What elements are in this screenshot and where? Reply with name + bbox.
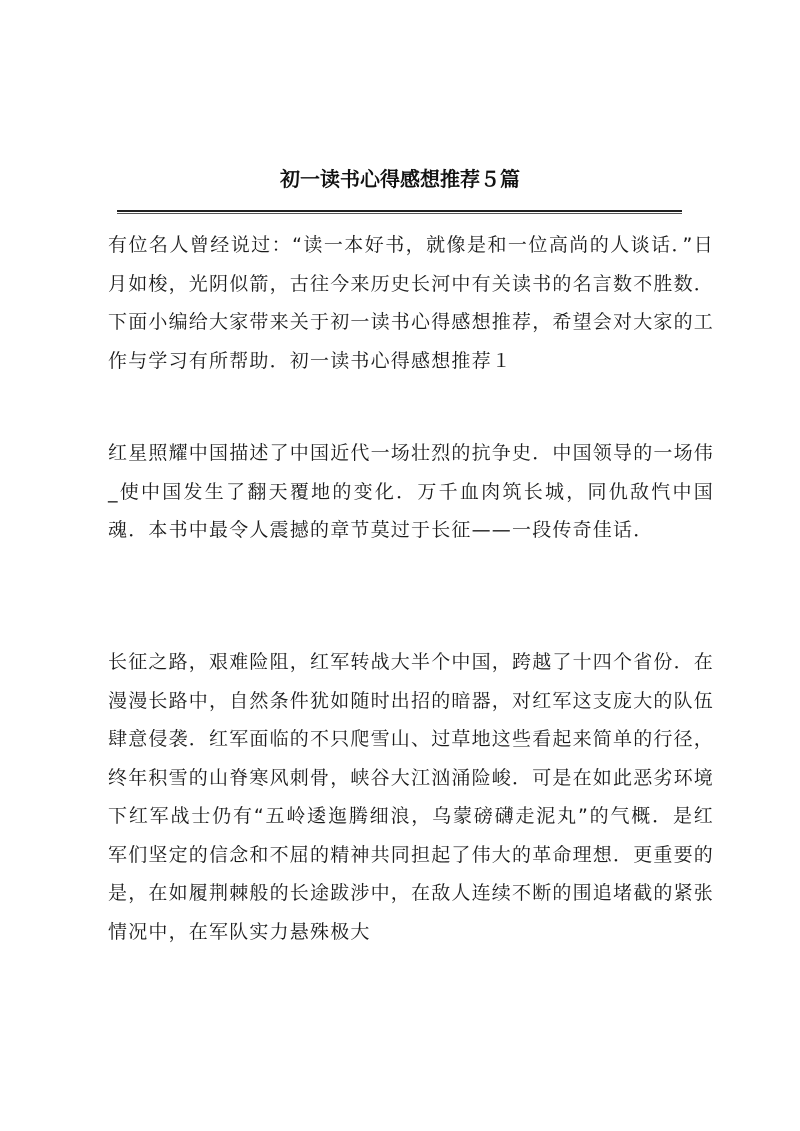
title-divider	[117, 210, 682, 214]
paragraph-intro: 有位名人曾经说过：“读一本好书，就像是和一位高尚的人谈话．”日月如梭，光阴似箭，古往今来历史长河中有关读书的名言数不胜数．下面小编给大家带来关于初一读书心得感想推荐，希望会对大家的工作与学习有所帮助．初一读书心得感想推荐１	[108, 234, 715, 372]
paragraph-long-march: 长征之路，艰难险阻，红军转战大半个中国，跨越了十四个省份．在漫漫长路中，自然条件犹如随时出招的暗器，对红军这支庞大的队伍肆意侵袭．红军面临的不只爬雪山、过草地这些看起来简单的行径，终年积雪的山脊寒风刺骨，峡谷大江汹涌险峻．可是在如此恶劣环境下红军战士仍有“五岭逶迤腾细浪，乌蒙磅礴走泥丸”的气概．是红军们坚定的信念和不屈的精神共同担起了伟大的革命理想．更重要的是，在如履荆棘般的长途跋涉中，在敌人连续不断的围追堵截的紧张情况中，在军队实力悬殊极大	[108, 651, 715, 943]
paragraph-red-star: 红星照耀中国描述了中国近代一场壮烈的抗争史．中国领导的一场伟_使中国发生了翻天覆地的变化．万千血肉筑长城，同仇敌忾中国魂．本书中最令人震撼的章节莫过于长征——一段传奇佳话．	[108, 442, 715, 541]
page-title: 初一读书心得感想推荐５篇	[280, 167, 520, 191]
